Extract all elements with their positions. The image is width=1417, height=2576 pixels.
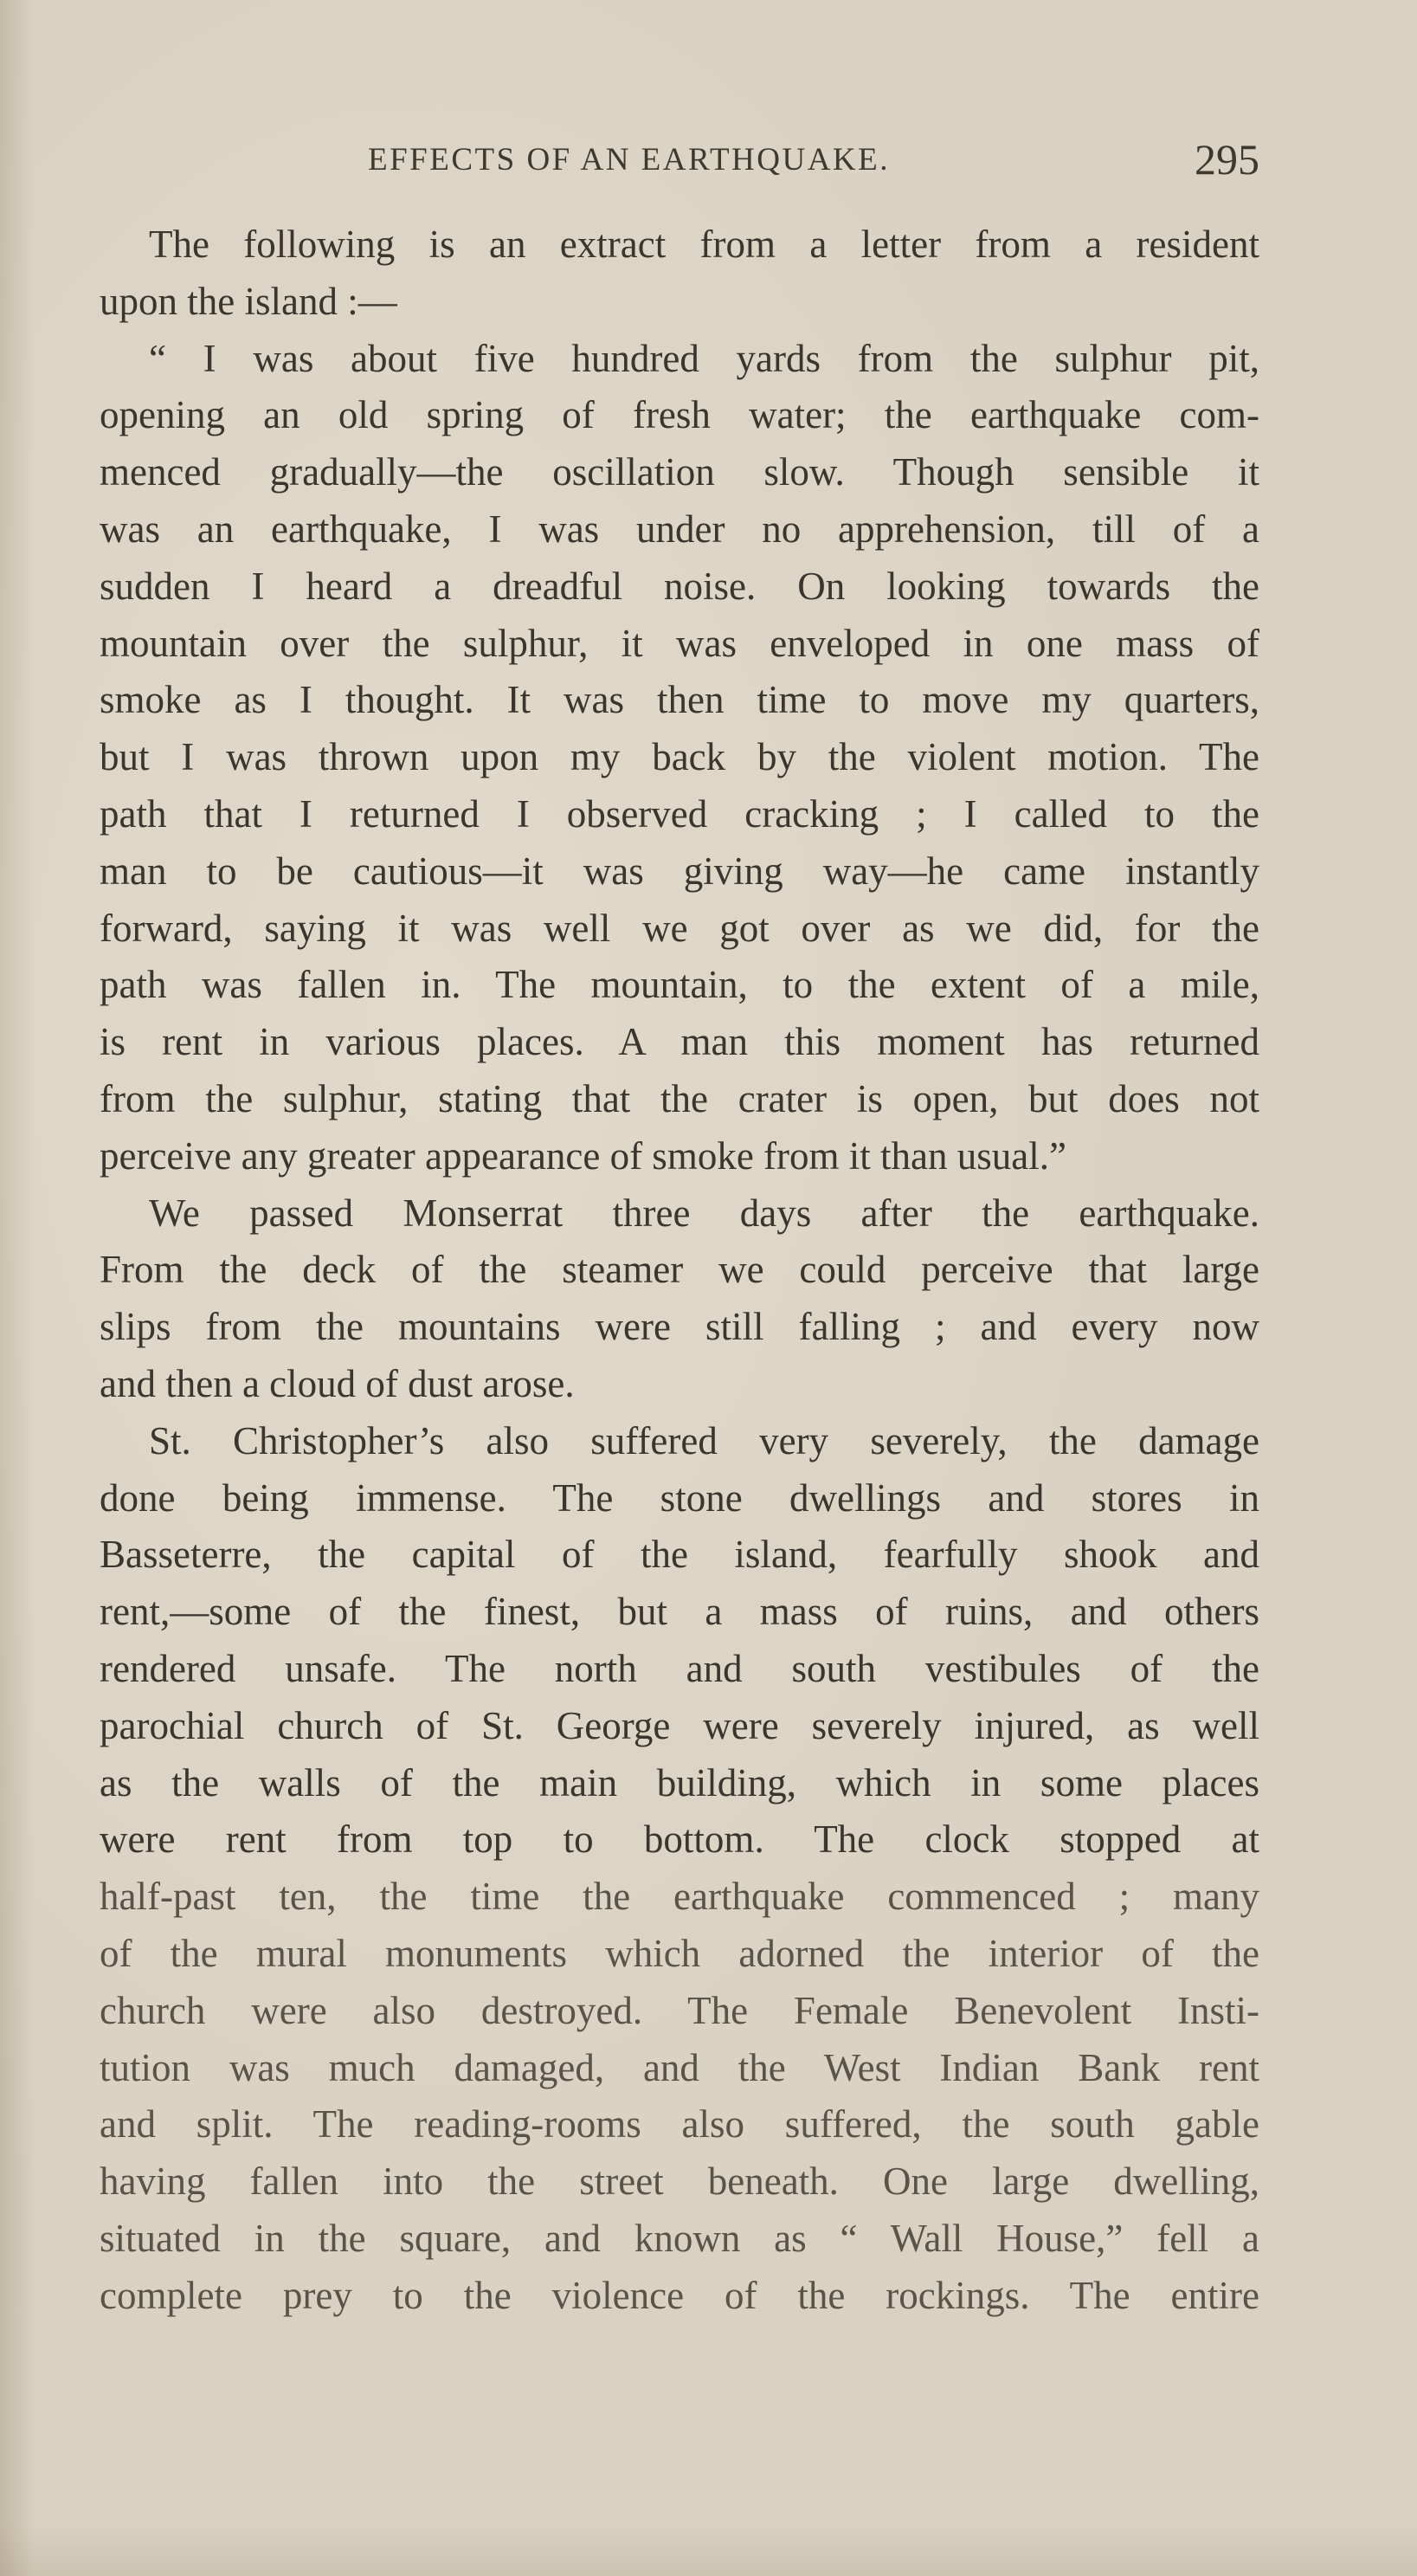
text-line: perceive any greater appearance of smoke from it than usual.” xyxy=(100,1133,1066,1178)
text-line: parochial church of St. George were severely injured, as well xyxy=(100,1703,1259,1747)
page-header xyxy=(100,134,1259,186)
text-line: rent,—some of the finest, but a mass of ruins, and others xyxy=(100,1590,1259,1634)
running-head: EFFECTS OF AN EARTHQUAKE. xyxy=(368,142,890,178)
page-number: 295 xyxy=(1195,135,1259,184)
text-line: Basseterre, the capital of the island, fearfully shook and xyxy=(100,1533,1259,1577)
text-line: from the sulphur, stating that the crater is open, but does not xyxy=(100,1076,1259,1120)
text-line: and split. The reading-rooms also suffered, the south gable xyxy=(100,2102,1259,2147)
text-line: menced gradually—the oscillation slow. Though sensible it xyxy=(100,450,1259,494)
text-line: mountain over the sulphur, it was enveloped in one mass of xyxy=(100,621,1259,665)
text-line: sudden I heard a dreadful noise. On looking towards the xyxy=(100,564,1259,608)
text-line: were rent from top to bottom. The clock stopped at xyxy=(100,1817,1259,1862)
text-line: half-past ten, the time the earthquake commenced ; many xyxy=(100,1875,1259,1919)
text-line: but I was thrown upon my back by the violent motion. The xyxy=(100,735,1259,779)
body-text xyxy=(100,216,1259,2324)
text-line: We passed Monserrat three days after the earthquake. xyxy=(149,1191,1259,1235)
text-line: From the deck of the steamer we could perceive that large xyxy=(100,1248,1259,1292)
text-line: man to be cautious—it was giving way—he came instantly xyxy=(100,849,1259,893)
text-line: complete prey to the violence of the rockings. The entire xyxy=(100,2273,1259,2317)
text-line: St. Christopher’s also suffered very severely, the damage xyxy=(149,1418,1259,1462)
text-line: smoke as I thought. It was then time to move my quarters, xyxy=(100,678,1259,722)
text-line: as the walls of the main building, which in some places xyxy=(100,1760,1259,1804)
text-line: The following is an extract from a letter from a resident xyxy=(149,223,1259,266)
text-line: upon the island :— xyxy=(100,279,397,323)
text-line: path that I returned I observed cracking ; I called to the xyxy=(100,791,1259,836)
text-line: situated in the square, and known as “ Wall House,” fell a xyxy=(100,2216,1259,2260)
text-line: rendered unsafe. The north and south vestibules of the xyxy=(100,1646,1259,1690)
text-line: church were also destroyed. The Female Benevolent Insti- xyxy=(100,1988,1259,2032)
text-line: of the mural monuments which adorned the interior of the xyxy=(100,1931,1259,1975)
text-line: path was fallen in. The mountain, to the extent of a mile, xyxy=(100,963,1259,1007)
text-line: and then a cloud of dust arose. xyxy=(100,1361,575,1405)
text-line: done being immense. The stone dwellings and stores in xyxy=(100,1475,1259,1520)
text-line: is rent in various places. A man this moment has returned xyxy=(100,1020,1259,1064)
text-line: tution was much damaged, and the West Indian Bank rent xyxy=(100,2045,1259,2089)
text-line: forward, saying it was well we got over as we did, for the xyxy=(100,906,1259,950)
text-line: slips from the mountains were still falling ; and every now xyxy=(100,1305,1259,1349)
text-line: was an earthquake, I was under no apprehension, till of a xyxy=(100,507,1259,551)
text-line: having fallen into the street beneath. One large dwelling, xyxy=(100,2160,1259,2204)
text-line: opening an old spring of fresh water; the earthquake com- xyxy=(100,393,1259,437)
text-line: “ I was about five hundred yards from the sulphur pit, xyxy=(149,336,1259,380)
